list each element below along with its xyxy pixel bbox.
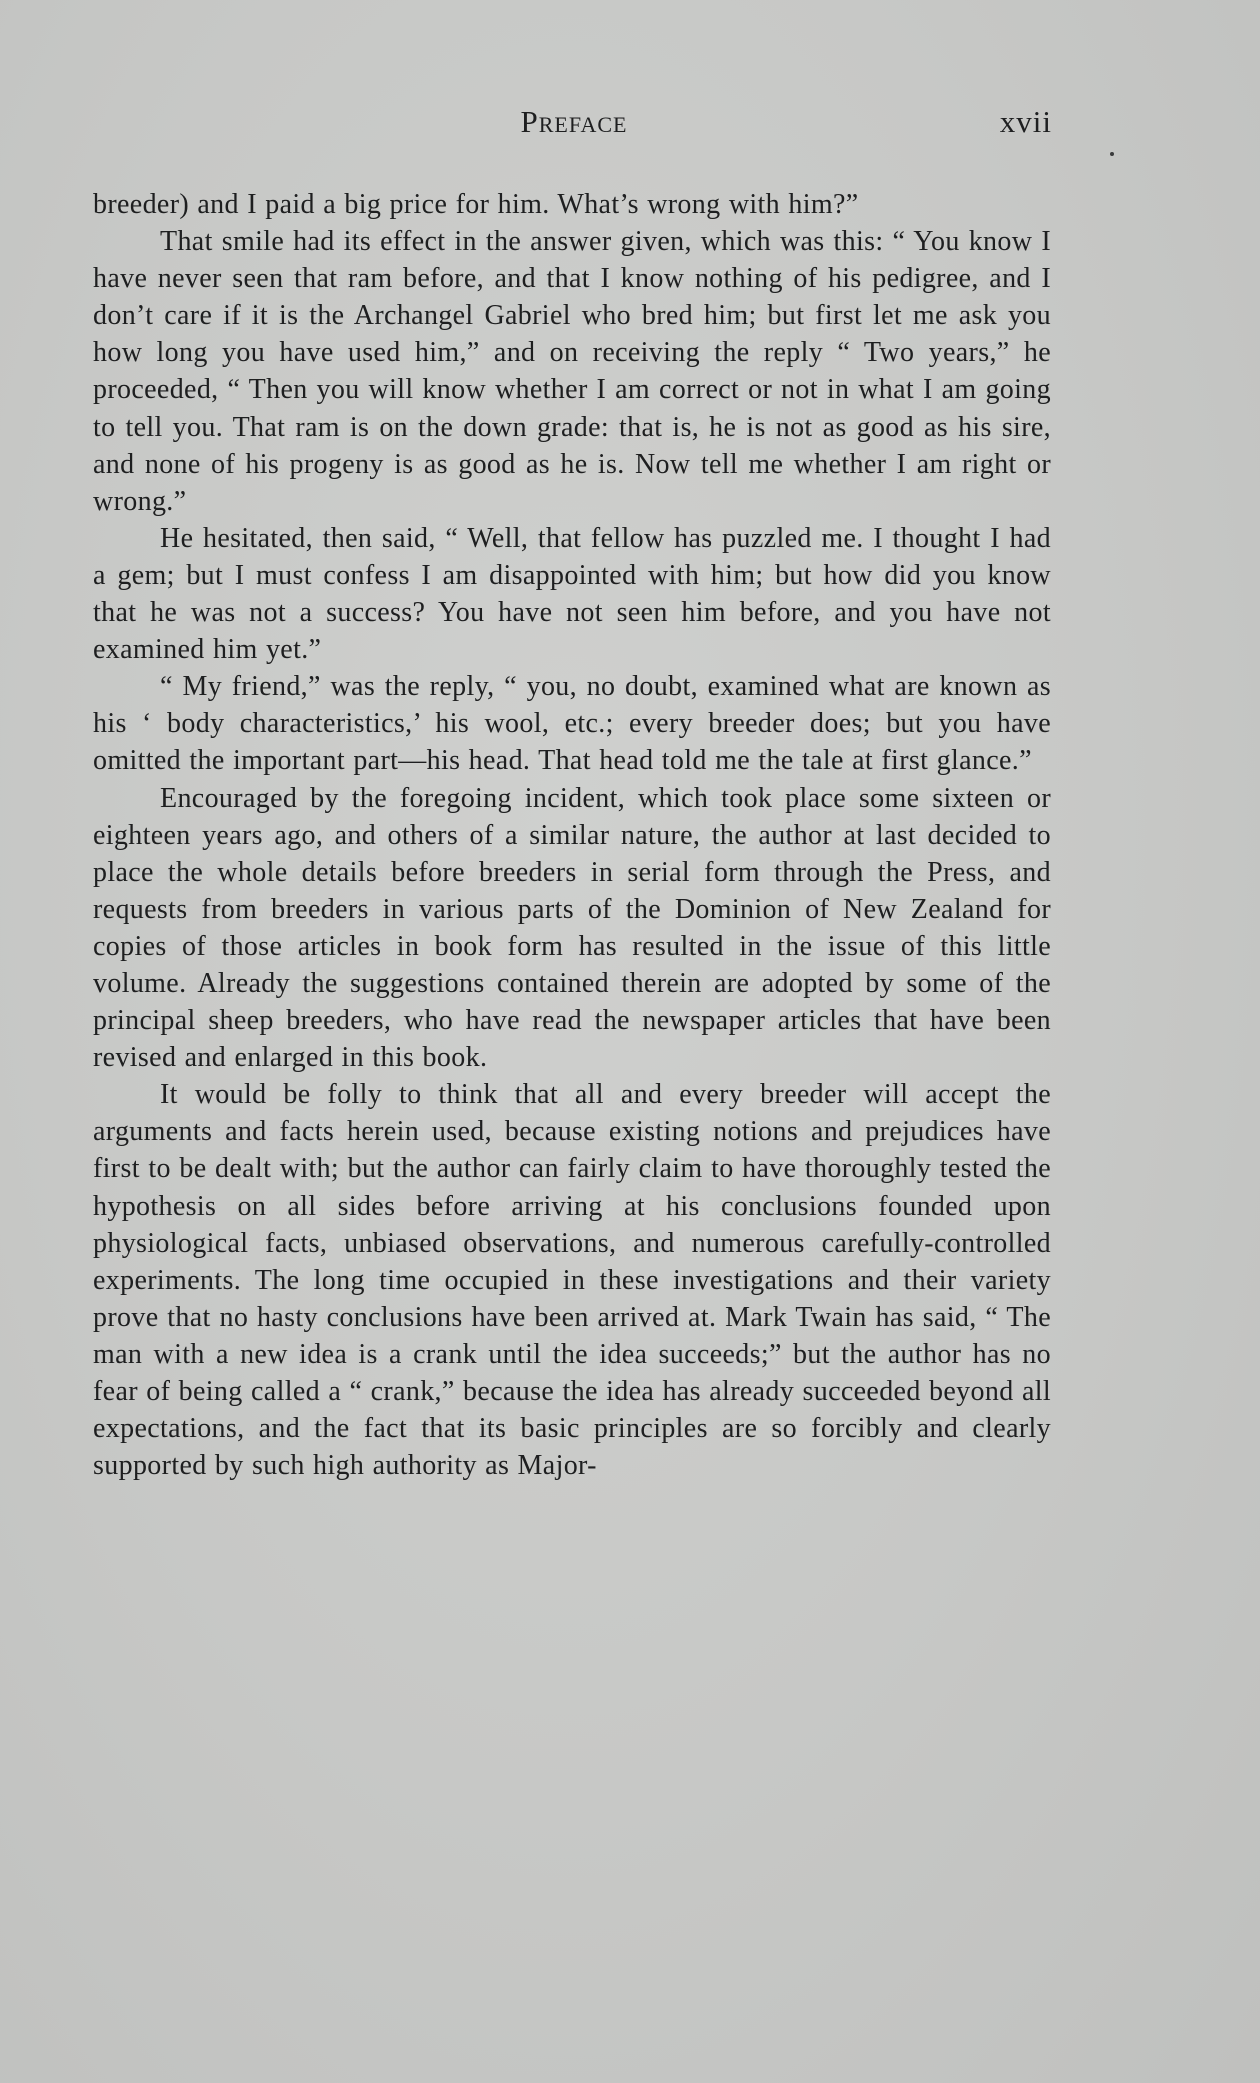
paragraph-continuation: breeder) and I paid a big price for him. What’s wrong with him?” [93,189,859,220]
running-header [96,104,1052,148]
paper-speck [1110,152,1114,156]
paragraph: It would be folly to think that all and every breeder will accept the arguments and facts herein used, because existing notions and prejudices have first to be dealt with; but the author can fairly claim to have thoroughly tested the hypothesis on all sides before arriving at his conclusions founded upon physiological facts, unbiased observations, and numerous carefully-controlled experiments. The long time occupied in these investigations and their variety prove that no hasty conclusions have been arrived at. Mark Twain has said, “ The man with a new idea is a crank until the idea succeeds;” but the author has no fear of being called a “ crank,” because the idea has already succeeded beyond all expectations, and the fact that its basic principles are so forcibly and clearly supported by such high authority as Major- [93,1079,1051,1482]
page-number: xvii [999,104,1052,139]
body-text [93,186,1051,1484]
paragraph: He hesitated, then said, “ Well, that fellow has puzzled me. I thought I had a gem; but I must confess I am disappointed with him; but how did you know that he was not a success? You have not seen him before, and you have not examined him yet.” [93,522,1051,666]
paragraph: Encouraged by the foregoing incident, which took place some sixteen or eighteen years ago, and others of a similar nature, the author at last decided to place the whole details before breeders in serial form through the Press, and requests from breeders in various parts of the Dominion of New Zealand for copies of those articles in book form has resulted in the issue of this little volume. Already the suggestions contained therein are adopted by some of the principal sheep breeders, who have read the newspaper articles that have been revised and enlarged in this book. [93,782,1051,1074]
paragraph: That smile had its effect in the answer given, which was this: “ You know I have never seen that ram before, and that I know nothing of his pedigree, and I don’t care if it is the Archangel Gabriel who bred him; but first let me ask you how long you have used him,” and on receiving the reply “ Two years,” he proceeded, “ Then you will know whether I am correct or not in what I am going to tell you. That ram is on the down grade: that is, he is not as good as his sire, and none of his progeny is as good as he is. Now tell me whether I am right or wrong.” [93,226,1051,517]
paragraph: “ My friend,” was the reply, “ you, no doubt, examined what are known as his ‘ body characteristics,’ his wool, etc.; every breeder does; but you have omitted the important part—his head. That head told me the tale at first glance.” [93,671,1051,777]
running-title: Preface [520,104,628,139]
